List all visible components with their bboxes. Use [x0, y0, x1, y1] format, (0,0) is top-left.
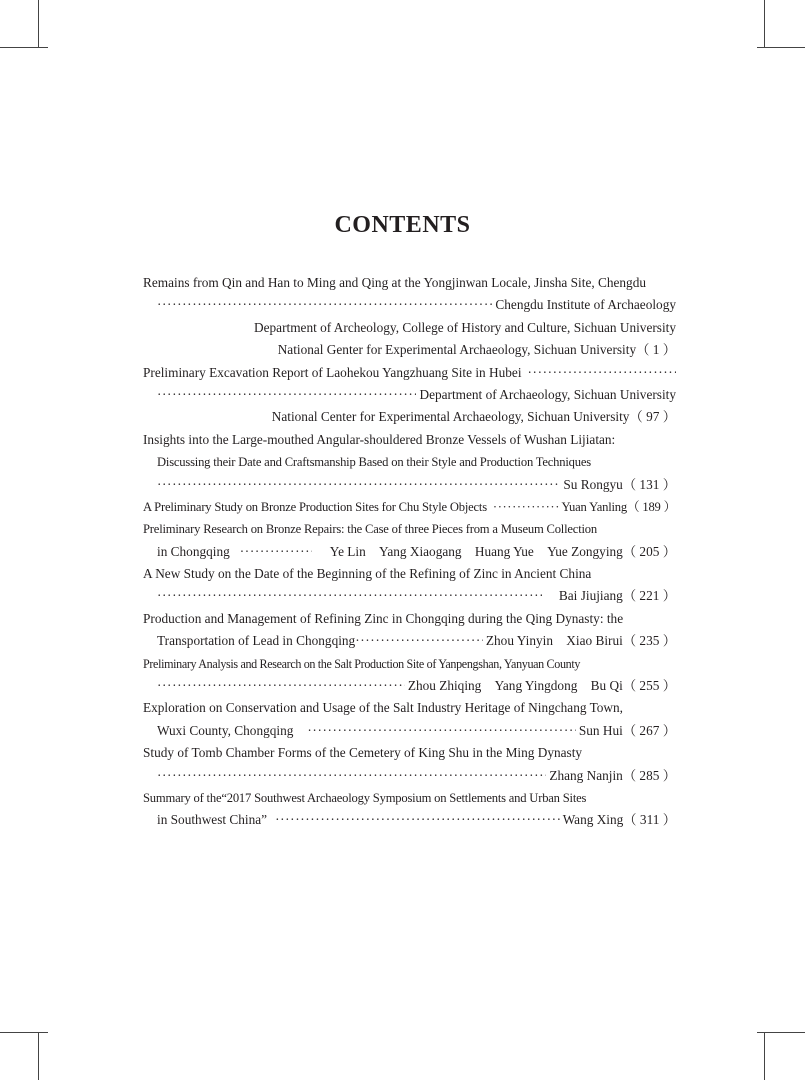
table-of-contents: [143, 272, 676, 832]
toc-entry[interactable]: [143, 608, 676, 653]
dot-leader: [493, 496, 559, 518]
entry-authors: Yuan Yanling: [561, 499, 628, 514]
entry-title-continued: in Southwest China”: [157, 812, 268, 828]
toc-entry[interactable]: [143, 429, 676, 496]
entry-affiliation: Department of Archeology, College of History and Culture, Sichuan University: [254, 319, 676, 335]
entry-authors: Zhang Nanjin: [549, 767, 623, 783]
entry-affiliation-line: [143, 339, 676, 361]
page-title: CONTENTS: [334, 212, 471, 238]
crop-mark: [764, 0, 765, 48]
entry-title-continued: in Chongqing: [157, 543, 230, 559]
entry-authors: Su Rongyu: [563, 476, 623, 492]
entry-affiliation: National Center for Experimental Archaeology, Sichuan University: [271, 409, 630, 425]
entry-title-continued: Discussing their Date and Craftsmanship Based on their Style and Production Techniques: [157, 455, 591, 470]
crop-mark: [757, 1032, 805, 1033]
toc-entry[interactable]: [143, 362, 676, 429]
crop-mark: [757, 47, 805, 48]
entry-author-line: [143, 630, 676, 652]
entry-author-line: [143, 809, 676, 831]
dot-leader: [157, 294, 492, 316]
entry-authors: Chengdu Institute of Archaeology: [495, 297, 676, 313]
entry-author-line: [143, 720, 676, 742]
toc-entry[interactable]: [143, 787, 676, 832]
toc-entry[interactable]: [143, 272, 676, 362]
entry-author-line: [143, 585, 676, 607]
entry-title-continued: Transportation of Lead in Chongqing: [157, 633, 356, 649]
entry-page: （ 189 ）: [627, 499, 676, 514]
entry-authors: Zhou Yinyin Xiao Birui: [485, 633, 623, 649]
entry-title: A Preliminary Study on Bronze Production Sites for Chu Style Objects: [143, 499, 487, 514]
entry-author-line: [143, 384, 676, 406]
dot-leader: [307, 720, 575, 742]
entry-authors: Wang Xing: [562, 812, 624, 828]
entry-page: （ 221 ）: [622, 588, 676, 604]
entry-affiliation-line: [143, 406, 676, 428]
entry-title: Preliminary Excavation Report of Laohekou Yangzhuang Site in Hubei: [143, 364, 522, 380]
dot-leader: [157, 585, 542, 607]
entry-title: Preliminary Analysis and Research on the Salt Production Site of Yanpengshan, Yanyuan County: [143, 656, 581, 671]
toc-entry[interactable]: [143, 496, 676, 518]
dot-leader: [157, 384, 416, 406]
entry-title-line: [143, 496, 676, 518]
entry-title: Summary of the“2017 Southwest Archaeology Symposium on Settlements and Urban Sites: [143, 790, 587, 805]
toc-entry[interactable]: [143, 518, 676, 563]
entry-page: （ 97 ）: [629, 409, 676, 425]
dot-leader: [355, 630, 483, 652]
entry-title: Insights into the Large-mouthed Angular-shouldered Bronze Vessels of Wushan Lijiatan:: [143, 431, 616, 447]
entry-authors: Ye Lin Yang Xiaogang Huang Yue Yue Zongying: [329, 543, 623, 559]
entry-authors: Zhou Zhiqing Yang Yingdong Bu Qi: [407, 678, 623, 694]
dot-leader: [528, 362, 676, 384]
dot-leader: [157, 474, 560, 496]
entry-page: （ 205 ）: [622, 543, 676, 559]
entry-authors: Bai Jiujiang: [558, 588, 623, 604]
entry-title: Remains from Qin and Han to Ming and Qing at the Yongjinwan Locale, Jinsha Site, Chengdu: [143, 275, 647, 290]
entry-authors: Department of Archaeology, Sichuan University: [419, 386, 676, 402]
entry-title-continued: Wuxi County, Chongqing: [157, 722, 294, 738]
toc-entry[interactable]: [143, 563, 676, 608]
entry-author-line: [143, 675, 676, 697]
toc-entry[interactable]: [143, 742, 676, 787]
crop-mark: [0, 1032, 48, 1033]
dot-leader: [157, 675, 405, 697]
entry-page: （ 131 ）: [622, 476, 676, 492]
entry-title: Preliminary Research on Bronze Repairs: the Case of three Pieces from a Museum Collection: [143, 522, 597, 537]
entry-title: Production and Management of Refining Zinc in Chongqing during the Qing Dynasty: the: [143, 610, 624, 626]
entry-page: （ 267 ）: [622, 722, 676, 738]
dot-leader: [240, 541, 312, 563]
entry-page: （ 285 ）: [622, 767, 676, 783]
entry-page: （ 255 ）: [622, 678, 676, 694]
entry-title-line: [143, 362, 676, 384]
entry-author-line: [143, 541, 676, 563]
entry-title: A New Study on the Date of the Beginning of the Refining of Zinc in Ancient China: [143, 566, 592, 582]
toc-entry[interactable]: [143, 697, 676, 742]
entry-page: （ 1 ）: [636, 342, 676, 358]
entry-page: （ 311 ）: [623, 812, 676, 828]
crop-mark: [38, 0, 39, 48]
crop-mark: [764, 1032, 765, 1080]
entry-author-line: [143, 765, 676, 787]
crop-mark: [38, 1032, 39, 1080]
entry-title: Study of Tomb Chamber Forms of the Cemetery of King Shu in the Ming Dynasty: [143, 745, 583, 761]
entry-affiliation: National Genter for Experimental Archaeology, Sichuan University: [277, 342, 637, 358]
entry-authors: Sun Hui: [578, 722, 623, 738]
toc-entry[interactable]: [143, 653, 676, 698]
crop-mark: [0, 47, 48, 48]
dot-leader: [275, 809, 560, 831]
entry-page: （ 235 ）: [622, 633, 676, 649]
entry-author-line: [143, 294, 676, 316]
entry-title: Exploration on Conservation and Usage of the Salt Industry Heritage of Ningchang Town,: [143, 700, 623, 716]
dot-leader: [157, 765, 546, 787]
entry-author-line: [143, 474, 676, 496]
